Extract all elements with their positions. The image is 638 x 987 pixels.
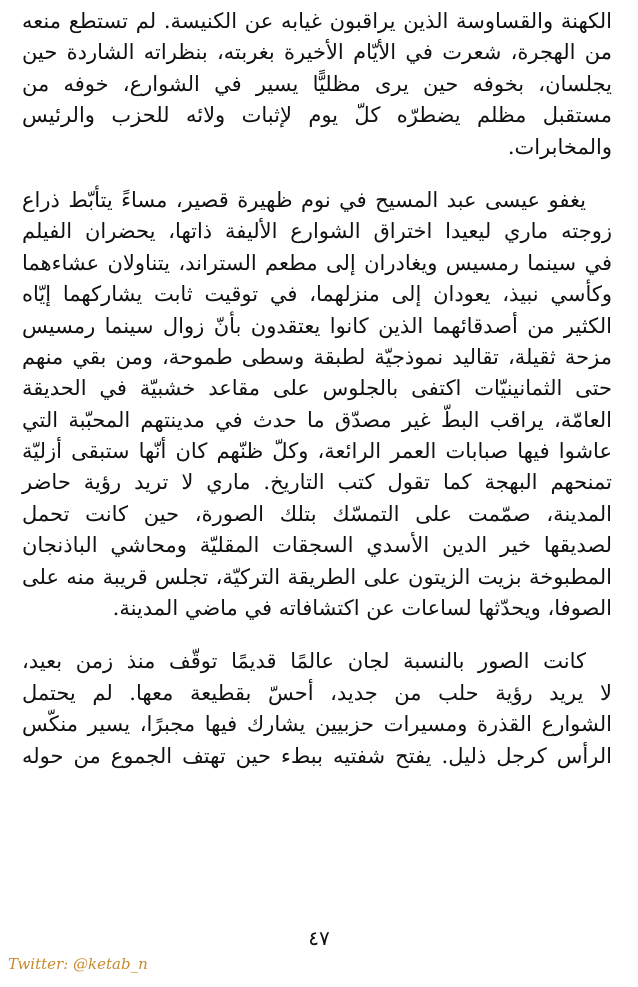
page-number: ٤٧ (308, 926, 330, 950)
text-line: زوجته ماري ليعيدا اختراق الشوارع الأليفة ذاتها، يحضران الفيلم (22, 219, 612, 244)
paragraph-3 (14, 646, 618, 772)
text-line: والمخابرات. (507, 134, 612, 159)
text-line: الصوفا، ويحدّثها لساعات عن اكتشافاته في ماضي المدينة. (112, 596, 612, 621)
text-line: تمنحهم البهجة كما تقول كتب التاريخ. ماري لا تريد رؤية حاضر (22, 470, 612, 495)
text-line: عاشوا فيها صبابات العمر الرائعة، وكلّ ظنّهم كان أنّها ستبقى أزليّة (22, 439, 612, 464)
text-line: يغفو عيسى عبد المسيح في نوم ظهيرة قصير، مساءً يتأبّط ذراع (22, 187, 586, 212)
watermark: Twitter: @ketab_n (8, 955, 148, 973)
text-line: من الهجرة، شعرت في الأيّام الأخيرة بغربته، بنظراته الشاردة حين (22, 40, 612, 65)
text-line: لصديقها خير الدين الأسدي السجقات المقليّة ومحاشي الباذنجان (22, 533, 612, 558)
text-line: يجلسان، بخوفه حين يرى مظليًّا يسير في الشوارع، خوفه من (22, 71, 612, 96)
text-line: المطبوخة بزيت الزيتون على الطريقة التركيّة، تجلس قريبة منه على (22, 564, 612, 589)
text-line: لا يريد رؤية حلب من جديد، أحسّ بقطيعة معها. لم يحتمل (22, 680, 612, 705)
paragraph-2 (14, 185, 618, 624)
text-line: مستقبل مظلم يضطرّه كلّ يوم لإثبات ولائه للحزب والرئيس (22, 103, 612, 128)
text-line: الرأس كرجل ذليل. يفتح شفتيه ببطء حين تهتف الجموع من حوله (22, 743, 612, 768)
text-line: الشوارع القذرة ومسيرات حزبيين يشارك فيها مجبرًا، يسير منكّس (22, 712, 612, 737)
text-line: وكأسي نبيذ، يعودان إلى منزلهما، في توقيت ثابت يشاركهما إيّاه (22, 282, 612, 307)
text-line: الكهنة والقساوسة الذين يراقبون غيابه عن الكنيسة. لم تستطع منعه (22, 9, 612, 33)
text-line: العامّة، يراقب البطّ غير مصدّق ما حدث في مدينتهم المحبّبة التي (22, 407, 612, 432)
paragraph-1 (14, 6, 618, 163)
text-line: حتى الثمانينيّات اكتفى بالجلوس على مقاعد خشبيّة في الحديقة (22, 376, 612, 401)
text-line: المدينة، صمّمت على التمسّك بتلك الصورة، حين كانت تحمل (22, 501, 612, 526)
page-body (14, 6, 618, 772)
text-line: الكثير من أصدقائهما الذين كانوا يعتقدون بأنّ زوال سينما رمسيس (22, 313, 612, 338)
text-line: مزحة ثقيلة، تقاليد نموذجيّة لطبقة وسطى طموحة، ومن بقي منهم (22, 344, 612, 369)
text-line: كانت الصور بالنسبة لجان عالمًا قديمًا توقّف منذ زمن بعيد، (22, 649, 586, 674)
text-line: في سينما رمسيس ويغادران إلى مطعم الستراند، يتناولان عشاءهما (22, 250, 612, 275)
